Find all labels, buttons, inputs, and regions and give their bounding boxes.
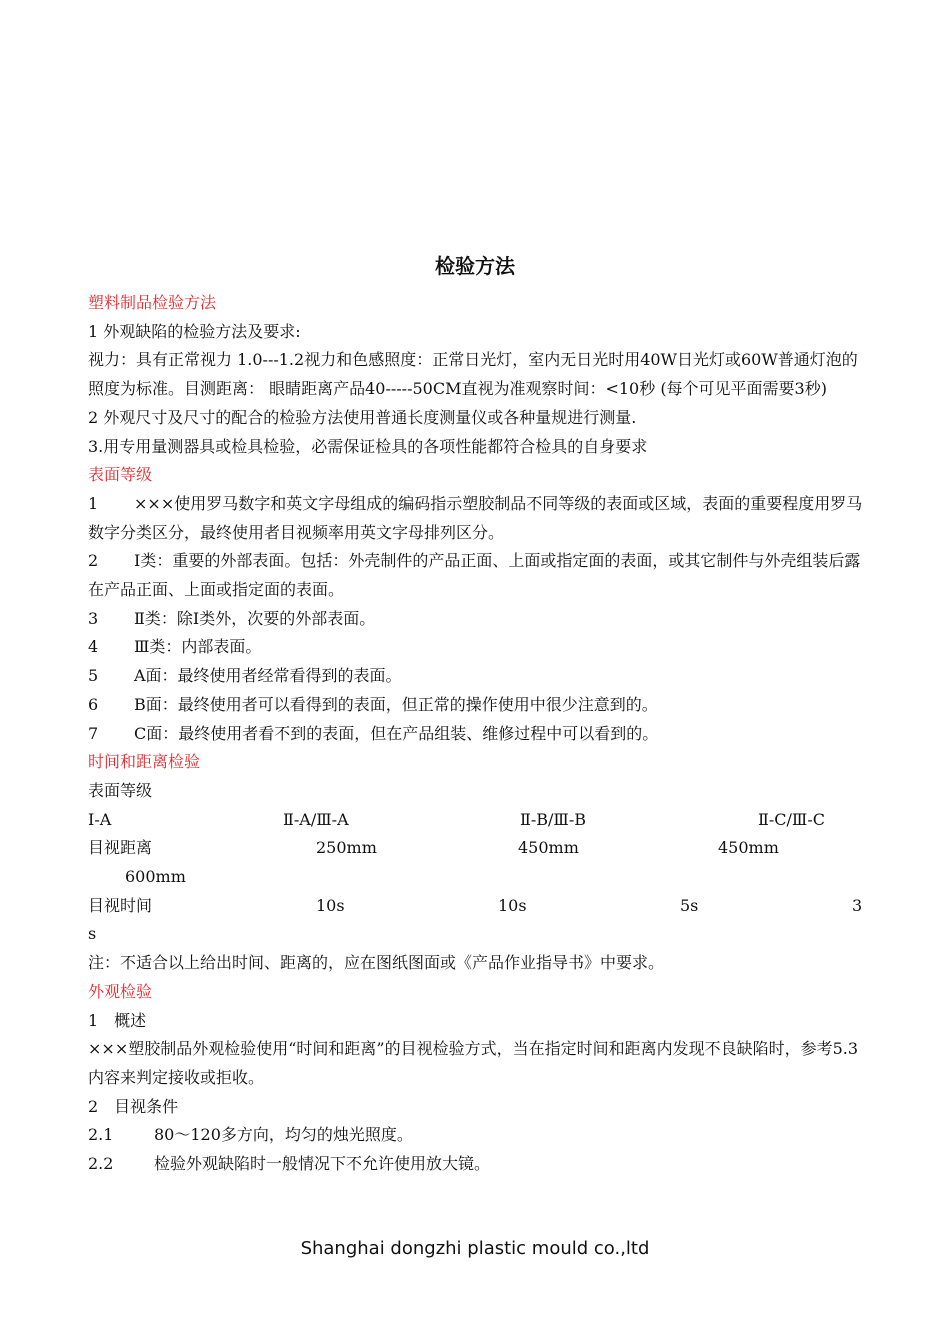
distance-cell: 600mm bbox=[125, 867, 186, 887]
section-heading-surface-grade: 表面等级 bbox=[88, 465, 153, 485]
section-heading-appearance: 外观检验 bbox=[88, 981, 153, 1001]
list-item bbox=[88, 633, 866, 662]
distance-row bbox=[88, 834, 866, 863]
list-item-text: B面：最终使用者可以看得到的表面，但正常的操作使用中很少注意到的。 bbox=[134, 694, 658, 714]
list-item-text: A面：最终使用者经常看得到的表面。 bbox=[134, 666, 402, 686]
list-item-number: 5 bbox=[88, 666, 99, 686]
paragraph: 3.用专用量测器具或检具检验，必需保证检具的各项性能都符合检具的自身要求 bbox=[88, 436, 648, 456]
distance-row-wrap bbox=[88, 863, 866, 892]
grade-cell: Ⅰ-A bbox=[88, 809, 112, 829]
row-label: 目视时间 bbox=[88, 895, 153, 915]
section-heading-plastic-inspection: 塑料制品检验方法 bbox=[88, 293, 217, 312]
time-cell: s bbox=[88, 924, 97, 944]
paragraph: 2 外观尺寸及尺寸的配合的检验方法使用普通长度测量仪或各种量规进行测量. bbox=[88, 407, 637, 427]
grade-row bbox=[88, 806, 866, 835]
list-item-text: Ⅰ类：重要的外部表面。包括：外壳制件的产品正面、上面或指定面的表面，或其它制件与外壳组装后露在产品正面、上面或指定面的表面。 bbox=[88, 551, 861, 600]
list-item bbox=[88, 547, 866, 604]
list-item bbox=[88, 1150, 866, 1179]
list-item bbox=[88, 605, 866, 634]
list-item bbox=[88, 662, 866, 691]
row-label: 目视距离 bbox=[88, 838, 153, 858]
page-title: 检验方法 bbox=[435, 254, 515, 278]
footer-company: Shanghai dongzhi plastic mould co.,ltd bbox=[300, 1238, 650, 1259]
subheading-visual-conditions: 2 目视条件 bbox=[88, 1096, 179, 1116]
list-item-number: 4 bbox=[88, 637, 99, 657]
list-item bbox=[88, 1121, 866, 1150]
list-item-number: 6 bbox=[88, 694, 99, 714]
grade-cell: Ⅱ-A/Ⅲ-A bbox=[283, 809, 349, 829]
note: 注：不适合以上给出时间、距离的，应在图纸图面或《产品作业指导书》中要求。 bbox=[88, 953, 665, 973]
grade-cell: Ⅱ-B/Ⅲ-B bbox=[520, 809, 587, 829]
distance-cell: 450mm bbox=[718, 838, 779, 858]
list-item-text: Ⅱ类：除Ⅰ类外，次要的外部表面。 bbox=[134, 608, 376, 628]
table-label: 表面等级 bbox=[88, 780, 153, 800]
section-heading-time-distance: 时间和距离检验 bbox=[88, 752, 201, 772]
list-item-text: 检验外观缺陷时一般情况下不允许使用放大镜。 bbox=[154, 1154, 491, 1174]
paragraph: 视力：具有正常视力 1.0---1.2视力和色感照度：正常日光灯，室内无日光时用40W日光灯或60W普通灯泡的照度为标准。目测距离： 眼睛距离产品40-----50CM直视为准观察时间：<10秒 (每个可见平面需要3秒) bbox=[88, 350, 858, 399]
list-item-number: 3 bbox=[88, 608, 99, 628]
time-cell: 10s bbox=[498, 895, 527, 915]
grade-cell: Ⅱ-C/Ⅲ-C bbox=[758, 809, 825, 829]
list-item-text: Ⅲ类：内部表面。 bbox=[134, 637, 262, 657]
list-item-number: 2.1 bbox=[88, 1125, 114, 1145]
time-row bbox=[88, 892, 866, 921]
list-item bbox=[88, 490, 866, 547]
list-item-number: 2 bbox=[88, 551, 99, 571]
distance-cell: 450mm bbox=[518, 838, 579, 858]
list-item-number: 1 bbox=[88, 493, 99, 513]
distance-cell: 250mm bbox=[316, 838, 377, 858]
list-item bbox=[88, 720, 866, 749]
time-row-wrap bbox=[88, 920, 866, 949]
document-body bbox=[88, 289, 866, 1179]
paragraph: ×××塑胶制品外观检验使用“时间和距离”的目视检验方式，当在指定时间和距离内发现不良缺陷时，参考5.3内容来判定接收或拒收。 bbox=[88, 1039, 859, 1087]
list-item-text: C面：最终使用者看不到的表面，但在产品组装、维修过程中可以看到的。 bbox=[134, 723, 659, 743]
list-item-text: ×××使用罗马数字和英文字母组成的编码指示塑胶制品不同等级的表面或区域，表面的重要程度用罗马数字分类区分，最终使用者目视频率用英文字母排列区分。 bbox=[88, 493, 863, 542]
list-item-number: 7 bbox=[88, 723, 99, 743]
list-item-number: 2.2 bbox=[88, 1154, 114, 1174]
subheading-overview: 1 概述 bbox=[88, 1010, 147, 1030]
list-item-text: 80～120多方向，均匀的烛光照度。 bbox=[154, 1125, 413, 1145]
time-cell: 5s bbox=[680, 895, 699, 915]
time-cell: 3 bbox=[852, 895, 863, 915]
paragraph: 1 外观缺陷的检验方法及要求: bbox=[88, 321, 301, 341]
list-item bbox=[88, 691, 866, 720]
time-cell: 10s bbox=[316, 895, 345, 915]
